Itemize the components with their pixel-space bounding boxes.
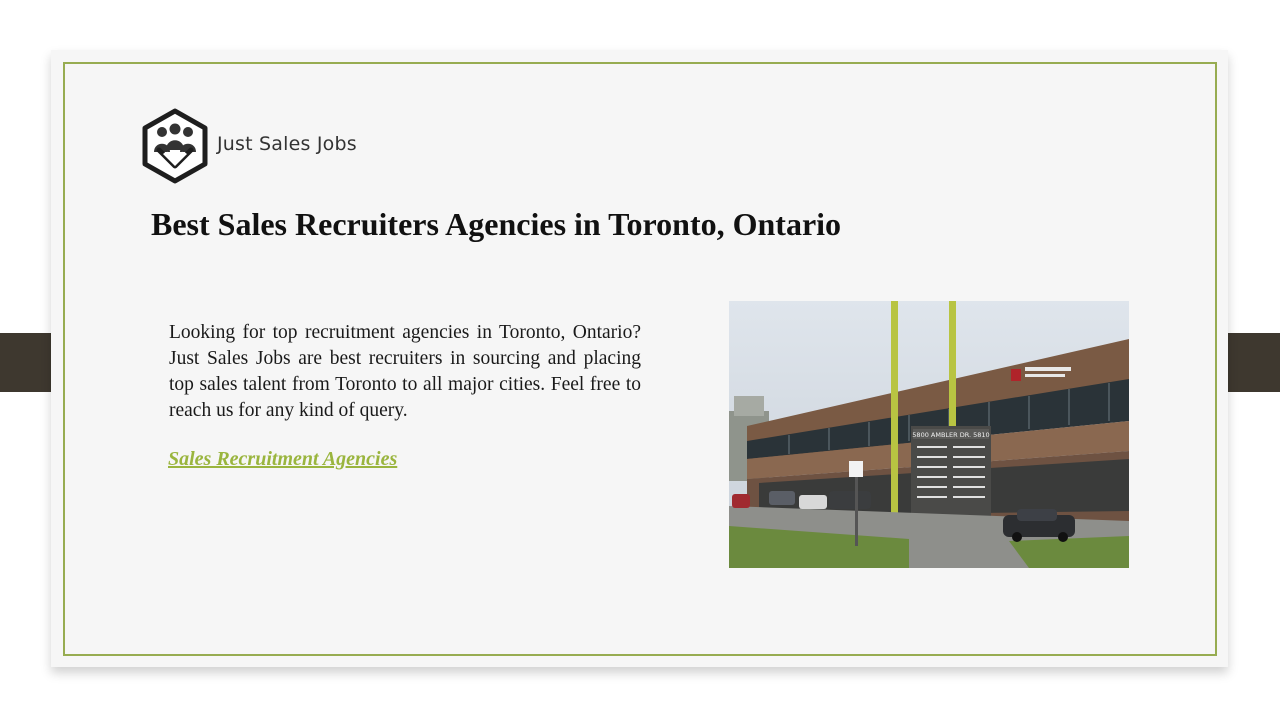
sales-recruitment-agencies-link[interactable]: Sales Recruitment Agencies (168, 448, 398, 470)
building-sign-text: 5800 AMBLER DR. 5810 (912, 431, 990, 439)
people-heart-hexagon-icon (141, 108, 209, 184)
page-title: Best Sales Recruiters Agencies in Toronto, Ontario (151, 206, 842, 242)
body-paragraph: Looking for top recruitment agencies in Toronto, Ontario? Just Sales Jobs are best recruiters in sourcing and placing top sales talent from Toronto to all major cities. Feel free to reach us for any kind of query. (169, 322, 641, 421)
brand-name: Just Sales Jobs (217, 133, 357, 155)
office-building-photo (729, 301, 1129, 568)
